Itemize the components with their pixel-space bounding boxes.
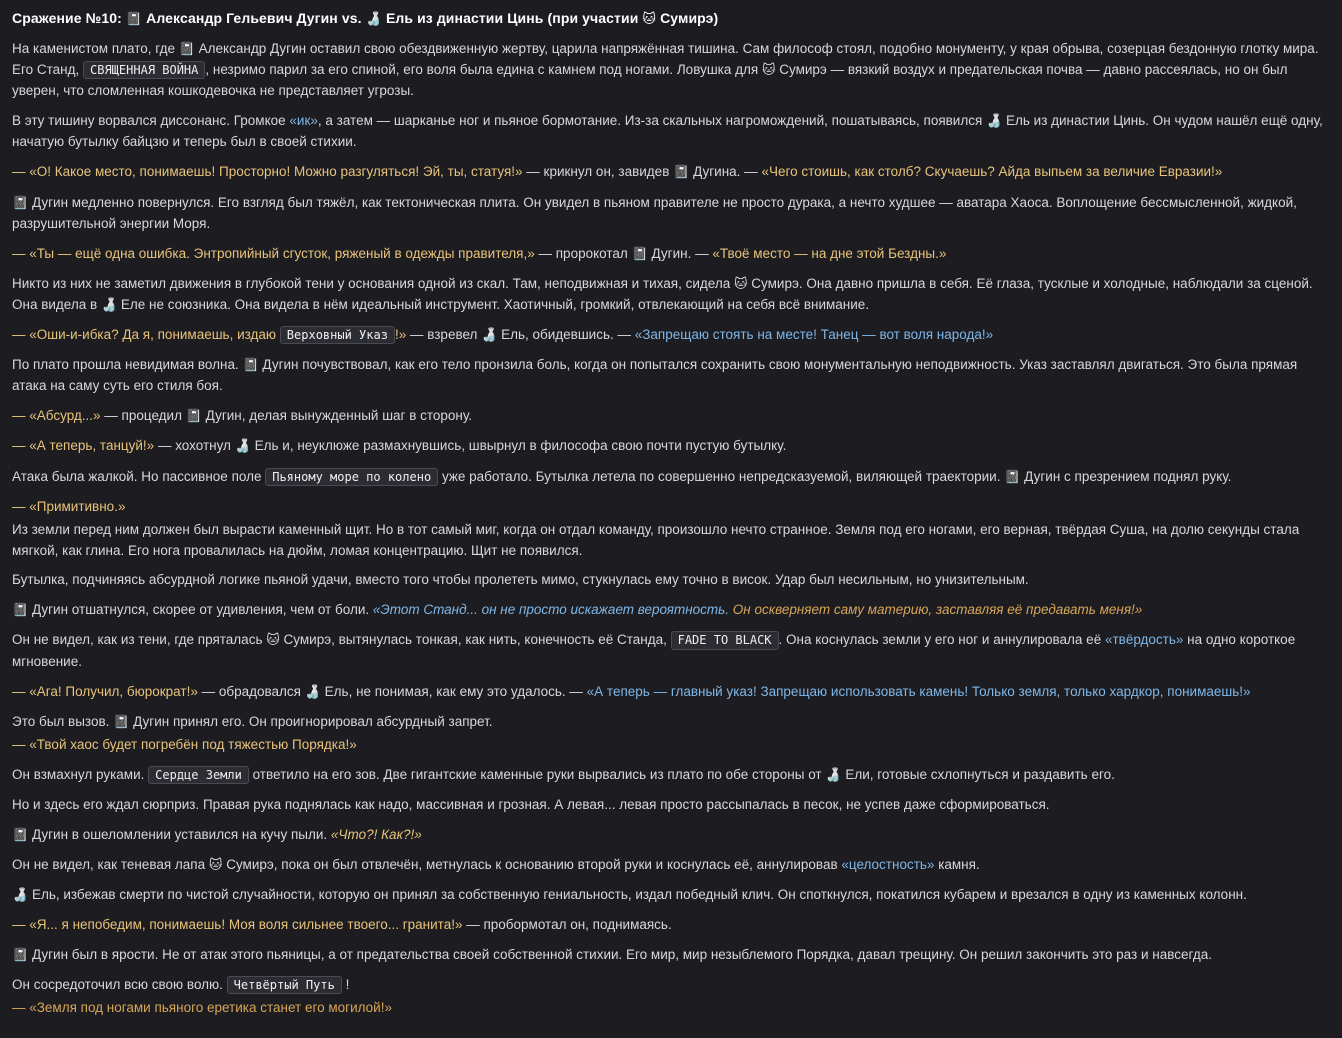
text-run: Это был вызов. [12,713,114,729]
text-run: — взревел [406,327,482,343]
character-icon: 🐱 [733,276,748,292]
story-paragraph [12,998,1330,1019]
story-paragraph [12,467,1330,488]
notebook-icon: 📓 [125,12,143,27]
text-run: Ель и, неуклюже размахнувшись, швырнул в философа свою почти пустую бутылку. [250,438,787,454]
text-run: Бутылка, подчиняясь абсурдной логике пьяной удачи, вместо того чтобы пролететь мимо, стукнулась ему точно в висок. Удар был несильным, но унизительным. [12,572,1029,588]
text-run: Ели, готовые схлопнуться и раздавить его. [841,766,1115,782]
text-run: Он взмахнул руками. [12,766,149,782]
character-icon: 📓 [12,195,29,211]
stand-tag: FADE TO BLACK [671,631,779,649]
text-run: Ель из династии Цинь. Он чудом нашёл ещё одну, начатую бутылку байцзю и теперь был в своей стихии. [12,113,1323,150]
text-run: Еле не союзника. Она видела в нём идеальный инструмент. Хаотичный, громкий, отвлекающий на себя всё внимание. [117,296,870,312]
text-run: Александр Дугин оставил свою обездвиженную жертву, царила напряжённая тишина. Сам философ стоял, подобно монументу, у края обрыва, созерцая бездонную глотку мира. Его Станд, [12,41,1319,78]
text-run: Сумирэ, пока он был отвлечён, метнулась к основанию второй руки и коснулась её, аннулировав [222,856,842,872]
story-paragraph [12,915,1330,936]
quote-text: «Запрещаю стоять на месте! Танец — вот воля народа!» [634,327,994,343]
text-run: Сумирэ — вязкий воздух и предательская почва — давно рассеялась, но он был уверен, что сломленная кошкодевочка не представляет угрозы. [12,62,1288,99]
text-run: В эту тишину ворвался диссонанс. Громкое [12,113,290,129]
stand-tag: Сердце Земли [148,766,249,784]
story-paragraph [12,274,1330,316]
text-run: Атака была жалкой. Но пассивное поле [12,468,266,484]
quote-text: — «Ага! Получил, бюрократ!» [12,683,198,699]
quote-text: — «Примитивно.» [12,498,126,514]
story-paragraph [12,600,1330,621]
story-paragraph [12,682,1330,703]
story-paragraph [12,945,1330,966]
character-icon: 🍶 [825,767,842,783]
quote-text: «А теперь — главный указ! Запрещаю использовать камень! Только земля, только хардкор, понимаешь!» [586,683,1251,699]
quote-text: «ик» [289,113,318,129]
story-paragraph [12,735,1330,756]
story-body [12,39,1330,1019]
quote-text: «Чего стоишь, как столб? Скучаешь? Айда выпьем за величие Евразии!» [761,164,1223,180]
story-paragraph [12,162,1330,183]
text-run: — пробормотал он, поднимаясь. [462,917,672,933]
text-run: Никто из них не заметил движения в глубокой тени у основания одной из скал. Там, неподвижная и тихая, сидела [12,275,734,291]
story-paragraph [12,193,1330,235]
character-icon: 🍶 [986,114,1003,130]
text-run: Из земли перед ним должен был вырасти каменный щит. Но в тот самый миг, когда он отдал команду, произошло нечто странное. Земля под его ногами, его верная, твёрдая Суша, на долю секунды стала мягкой, как глина. Его нога провалилась на дюйм, ломая концентрацию. Щит не появился. [12,521,1300,558]
story-paragraph [12,39,1330,102]
story-paragraph [12,765,1330,786]
text-run: Дугин был в ярости. Не от атак этого пьяницы, а от предательства своей собственной стихии. Его мир, мир незыблемого Порядка, давал трещину. Он решил закончить это раз и навсегда. [28,947,1212,963]
story-paragraph [12,497,1330,518]
stand-tag: Четвёртый Путь [227,976,342,994]
character-icon: 🍶 [100,297,118,313]
story-paragraph [12,436,1330,457]
sake-bottle-icon: 🍶 [365,12,382,27]
story-paragraph [12,570,1330,591]
character-icon: 🐱 [266,633,280,649]
story-paragraph [12,325,1330,346]
character-icon: 🍶 [481,328,498,344]
participation-suffix: ) [713,10,719,26]
text-run: По плато прошла невидимая волна. [12,357,243,373]
text-run: ответило на его зов. Две гигантские каменные руки вырвались из плато по обе стороны от [248,766,826,782]
text-run: . Она коснулась земли у его ног и аннулировала её [778,632,1105,648]
story-paragraph [12,855,1330,876]
text-run: — пророкотал [534,245,632,261]
quote-text: — «О! Какое место, понимаешь! Просторно! Можно разгуляться! Эй, ты, статуя!» [12,164,523,180]
text-run: Он сосредоточил всю свою волю. [12,977,227,993]
character-icon: 📓 [185,409,202,425]
quote-text: «Твоё место — на дне этой Бездны.» [712,245,947,261]
text-run: — обрадовался [197,683,305,699]
battle-number-label: Сражение №10: [12,10,122,26]
text-run: — хохотнул [154,438,235,454]
text-run: Дугин медленно повернулся. Его взгляд был тяжёл, как тектоническая плита. Он увидел в пьяном правителе не просто дурака, а нечто худшее — аватара Хаоса. Воплощение бессмысленной, жидкой, разрушительной энергии Моря. [12,194,1297,231]
quote-text: — «Оши-и-ибка? Да я, понимаешь, издаю [12,327,280,343]
participation-prefix: (при участии [547,10,639,26]
text-run: Дугин почувствовал, как его тело пронзила боль, когда он попытался сохранить свою монументальную неподвижность. Указ заставлял двигаться. Это была прямая атака на саму суть его стиля боя. [12,357,1298,394]
page-title [12,8,1330,30]
character-icon: 📓 [242,358,259,374]
text-run: — процедил [100,408,186,424]
cat-face-icon: 🐱 [642,12,657,27]
quote-text: «твёрдость» [1104,632,1184,648]
quote-text: Он оскверняет саму материю, заставляя её предавать меня!» [732,602,1143,618]
character-icon: 📓 [12,948,29,964]
stand-tag: Верховный Указ [280,326,395,344]
story-paragraph [12,520,1330,562]
quote-text: — «Абсурд...» [12,408,101,424]
quote-text: — «Земля под ногами пьяного еретика станет его могилой!» [12,1000,392,1016]
story-paragraph [12,795,1330,816]
text-run: Ель, избежав смерти по чистой случайности, которую он принял за собственную гениальность, издал победный клич. Он споткнулся, покатился кубарем и врезался в одну из каменных колонн. [28,887,1247,903]
text-run: камня. [934,856,980,872]
story-paragraph [12,111,1330,153]
text-run: Но и здесь его ждал сюрприз. Правая рука поднялась как надо, массивная и грозная. А левая... левая просто рассыпалась в песок, не успев даже сформироваться. [12,796,1050,812]
story-paragraph [12,244,1330,265]
character-icon: 📓 [12,827,29,843]
text-run: Дугин принял его. Он проигнорировал абсурдный запрет. [129,713,493,729]
character-icon: 📓 [1004,469,1021,485]
text-run: На каменистом плато, где [12,41,179,57]
story-paragraph [12,406,1330,427]
character-icon: 📓 [113,714,130,730]
text-run: Дугин с презрением поднял руку. [1020,468,1232,484]
quote-text: «Этот Станд... он не просто искажает вероятность. [372,602,733,618]
story-paragraph [12,975,1330,996]
text-run: Он не видел, как из тени, где пряталась [12,632,267,648]
story-paragraph [12,712,1330,733]
quote-text: — «Я... я непобедим, понимаешь! Моя воля сильнее твоего... гранита!» [12,917,463,933]
character-icon: 🐱 [761,63,776,79]
text-run: Ель, обидевшись. — [497,327,635,343]
character-icon: 📓 [631,246,648,262]
character-icon: 📓 [673,165,690,181]
text-run: Ель, не понимая, как ему это удалось. — [320,683,587,699]
text-run: Дугин. — [647,245,713,261]
text-run: Сумирэ, вытянулась тонкая, как нить, конечность её Станда, [279,632,671,648]
story-paragraph [12,630,1330,672]
fighter-a-name: Александр Гельевич Дугин [146,10,338,26]
stand-tag: Пьяному море по колено [265,468,438,486]
text-run: , незримо парил за его спиной, его воля была едина с камнем под ногами. Ловушка для [205,62,762,78]
quote-text: — «Ты — ещё одна ошибка. Энтропийный сгусток, ряженый в одежды правителя,» [12,245,535,261]
character-icon: 🍶 [234,439,251,455]
story-paragraph [12,355,1330,397]
text-run: ! [341,977,350,993]
text-run: , а затем — шарканье ног и пьяное бормотание. Из-за скальных нагромождений, пошатываясь, появился [317,113,987,129]
story-paragraph [12,885,1330,906]
text-run: Дугин отшатнулся, скорее от удивления, чем от боли. [28,602,373,618]
text-run: Дугин в ошеломлении уставился на кучу пыли. [28,826,331,842]
vs-label: vs. [341,10,362,26]
text-run: — крикнул он, завидев [522,164,674,180]
fighter-c-name: Сумирэ [660,10,714,26]
text-run: на одно короткое мгновение. [12,632,1296,669]
text-run: Сумирэ. Она давно пришла в себя. Её глаза, тусклые и холодные, наблюдали за сценой. Она видела в [12,275,1313,312]
quote-text: «целостность» [841,856,935,872]
character-icon: 🍶 [304,684,321,700]
text-run: Дугина. — [689,164,762,180]
fighter-b-name: Ель из династии Цинь [385,10,544,26]
character-icon: 📓 [12,603,29,619]
quote-text: «Что?! Как?!» [330,826,422,842]
text-run: уже работало. Бутылка летела по совершенно непредсказуемой, виляющей траектории. [438,468,1005,484]
quote-text: !» [394,327,407,343]
text-run: Он не видел, как теневая лапа [12,856,209,872]
character-icon: 🍶 [12,888,29,904]
quote-text: — «Твой хаос будет погребён под тяжестью Порядка!» [12,736,357,752]
stand-tag: СВЯЩЕННАЯ ВОЙНА [83,61,205,79]
text-run: Дугин, делая вынужденный шаг в сторону. [201,408,473,424]
character-icon: 📓 [178,42,195,58]
quote-text: — «А теперь, танцуй!» [12,438,155,454]
character-icon: 🐱 [208,857,223,873]
story-paragraph [12,825,1330,846]
